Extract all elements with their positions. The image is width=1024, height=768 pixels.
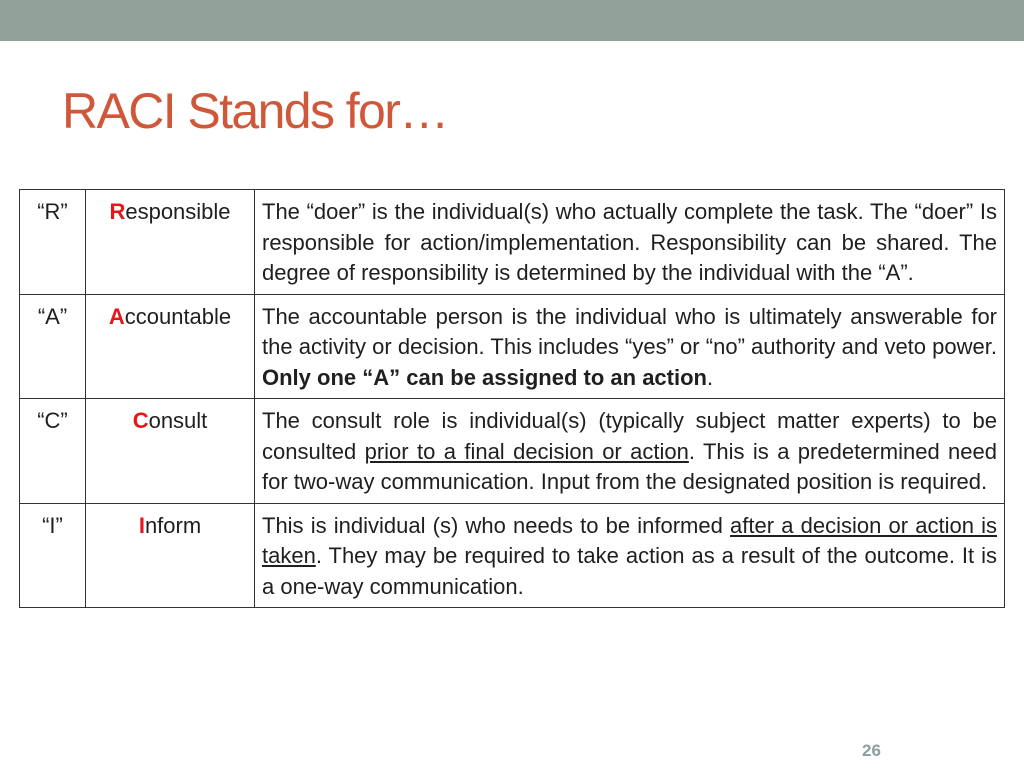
raci-table [19, 189, 1005, 608]
table-row-consult [20, 399, 1005, 504]
table-row-responsible [20, 190, 1005, 295]
role-initial-letter: R [109, 199, 126, 224]
description-text: The consult role is individual(s) (typically subject matter experts) to be consulted [262, 408, 997, 464]
raci-letter-cell: “R” [20, 190, 86, 295]
description-text: The “doer” is the individual(s) who actually complete the task. The “doer” Is responsible for action/implementation. Responsibility can be shared. The degree of responsibility is determined by the individual with the “A”. [262, 199, 997, 285]
description-text: The accountable person is the individual who is ultimately answerable for the activity or decision. This includes “yes” or “no” authority and veto power. [262, 303, 997, 359]
raci-role-cell [86, 294, 255, 399]
role-name-rest: esponsible [125, 199, 231, 224]
description-text: This is individual (s) who needs to be informed [262, 512, 731, 538]
raci-description-cell [255, 294, 1005, 399]
description-underlined-text: after a decision or action is taken [262, 512, 997, 568]
role-name-rest: ccountable [124, 303, 232, 329]
description-text-end: . [706, 364, 714, 390]
raci-role-cell [86, 190, 255, 295]
raci-letter-cell: “A” [20, 294, 86, 399]
table-row-accountable [20, 294, 1005, 399]
table-row-inform [20, 503, 1005, 608]
top-accent-bar [0, 0, 1024, 41]
role-name-rest: nform [144, 512, 202, 538]
raci-description-cell [255, 399, 1005, 504]
role-initial-letter: C [132, 408, 149, 433]
raci-letter-cell: “C” [20, 399, 86, 504]
slide-title: RACI Stands for… [62, 83, 448, 139]
role-initial-letter: A [108, 303, 125, 329]
description-underlined-text: prior to a final decision or action [364, 438, 689, 464]
role-initial-letter: I [138, 512, 145, 538]
raci-description-cell [255, 503, 1005, 608]
raci-role-cell [86, 503, 255, 608]
raci-letter-cell: “I” [20, 503, 86, 608]
description-text-end: . This is a predetermined need for two-way communication. Input from the designated position is required. [262, 438, 998, 494]
role-name-rest: onsult [148, 408, 208, 433]
raci-description-cell [255, 190, 1005, 295]
description-bold-text: Only one “A” can be assigned to an action [262, 364, 707, 390]
description-text-end: . They may be required to take action as a result of the outcome. It is a one-way communication. [262, 543, 997, 599]
page-number: 26 [862, 741, 881, 760]
raci-role-cell [86, 399, 255, 504]
